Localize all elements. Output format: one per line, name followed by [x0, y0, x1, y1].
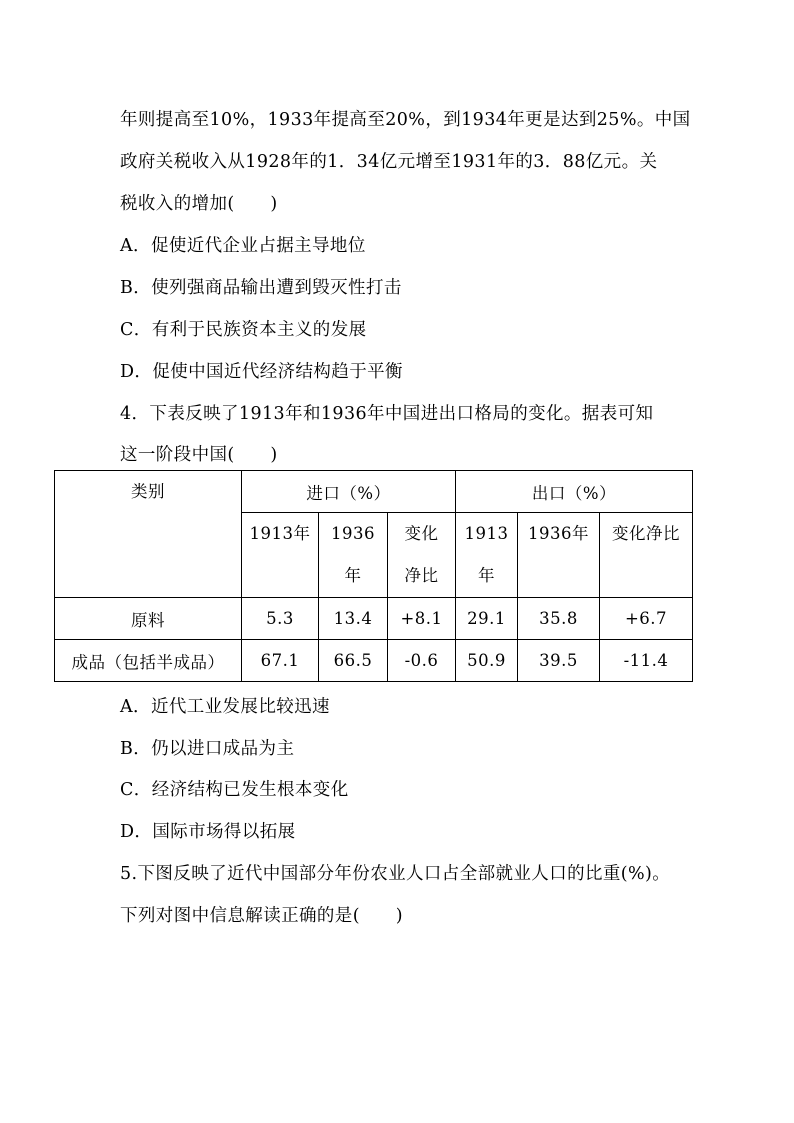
q3-option-c: C．有利于民族资本主义的发展: [120, 320, 367, 340]
q3-option-a: A．促使近代企业占据主导地位: [120, 236, 366, 256]
question-3-stem: 税收入的增加( ): [120, 194, 278, 214]
q3-option-d: D．促使中国近代经济结构趋于平衡: [120, 362, 403, 382]
row-label: 原料: [55, 598, 242, 640]
question-5-stem-1: 5.下图反映了近代中国部分年份农业人口占全部就业人口的比重(%)。: [120, 864, 671, 884]
passage-line-2: 政府关税收入从1928年的1．34亿元增至1931年的3．88亿元。关: [120, 152, 658, 172]
question-4-stem-1: 4．下表反映了1913年和1936年中国进出口格局的变化。据表可知: [120, 404, 654, 424]
q4-option-a: A．近代工业发展比较迅速: [120, 697, 330, 717]
header-category: 类别: [55, 471, 242, 598]
subheader-export-1936: 1936年: [518, 513, 600, 598]
cell-import-1936: 66.5: [319, 640, 388, 682]
header-export: 出口（%）: [456, 471, 693, 513]
question-5-stem-2: 下列对图中信息解读正确的是( ): [120, 906, 403, 926]
cell-import-change: +8.1: [388, 598, 456, 640]
subheader-export-change: 变化净比: [600, 513, 693, 598]
row-label: 成品（包括半成品）: [55, 640, 242, 682]
cell-import-1936: 13.4: [319, 598, 388, 640]
q4-option-b: B．仍以进口成品为主: [120, 739, 295, 759]
q3-option-b: B．使列强商品输出遭到毁灭性打击: [120, 278, 402, 298]
cell-export-1913: 29.1: [456, 598, 518, 640]
q4-option-d: D．国际市场得以拓展: [120, 822, 296, 842]
subheader-export-1913: 1913 年: [456, 513, 518, 598]
question-4-stem-2: 这一阶段中国( ): [120, 445, 278, 465]
cell-export-change: -11.4: [600, 640, 693, 682]
subheader-import-1936: 1936 年: [319, 513, 388, 598]
cell-import-1913: 5.3: [242, 598, 319, 640]
trade-table: [54, 470, 693, 682]
cell-import-change: -0.6: [388, 640, 456, 682]
table-row: [55, 598, 693, 640]
header-import: 进口（%）: [242, 471, 456, 513]
cell-export-1936: 35.8: [518, 598, 600, 640]
subheader-import-1913: 1913年: [242, 513, 319, 598]
cell-export-1913: 50.9: [456, 640, 518, 682]
cell-export-change: +6.7: [600, 598, 693, 640]
cell-import-1913: 67.1: [242, 640, 319, 682]
table-row: [55, 640, 693, 682]
passage-line-1: 年则提高至10%，1933年提高至20%，到1934年更是达到25%。中国: [120, 110, 691, 130]
q4-option-c: C．经济结构已发生根本变化: [120, 780, 349, 800]
cell-export-1936: 39.5: [518, 640, 600, 682]
subheader-import-change: 变化 净比: [388, 513, 456, 598]
